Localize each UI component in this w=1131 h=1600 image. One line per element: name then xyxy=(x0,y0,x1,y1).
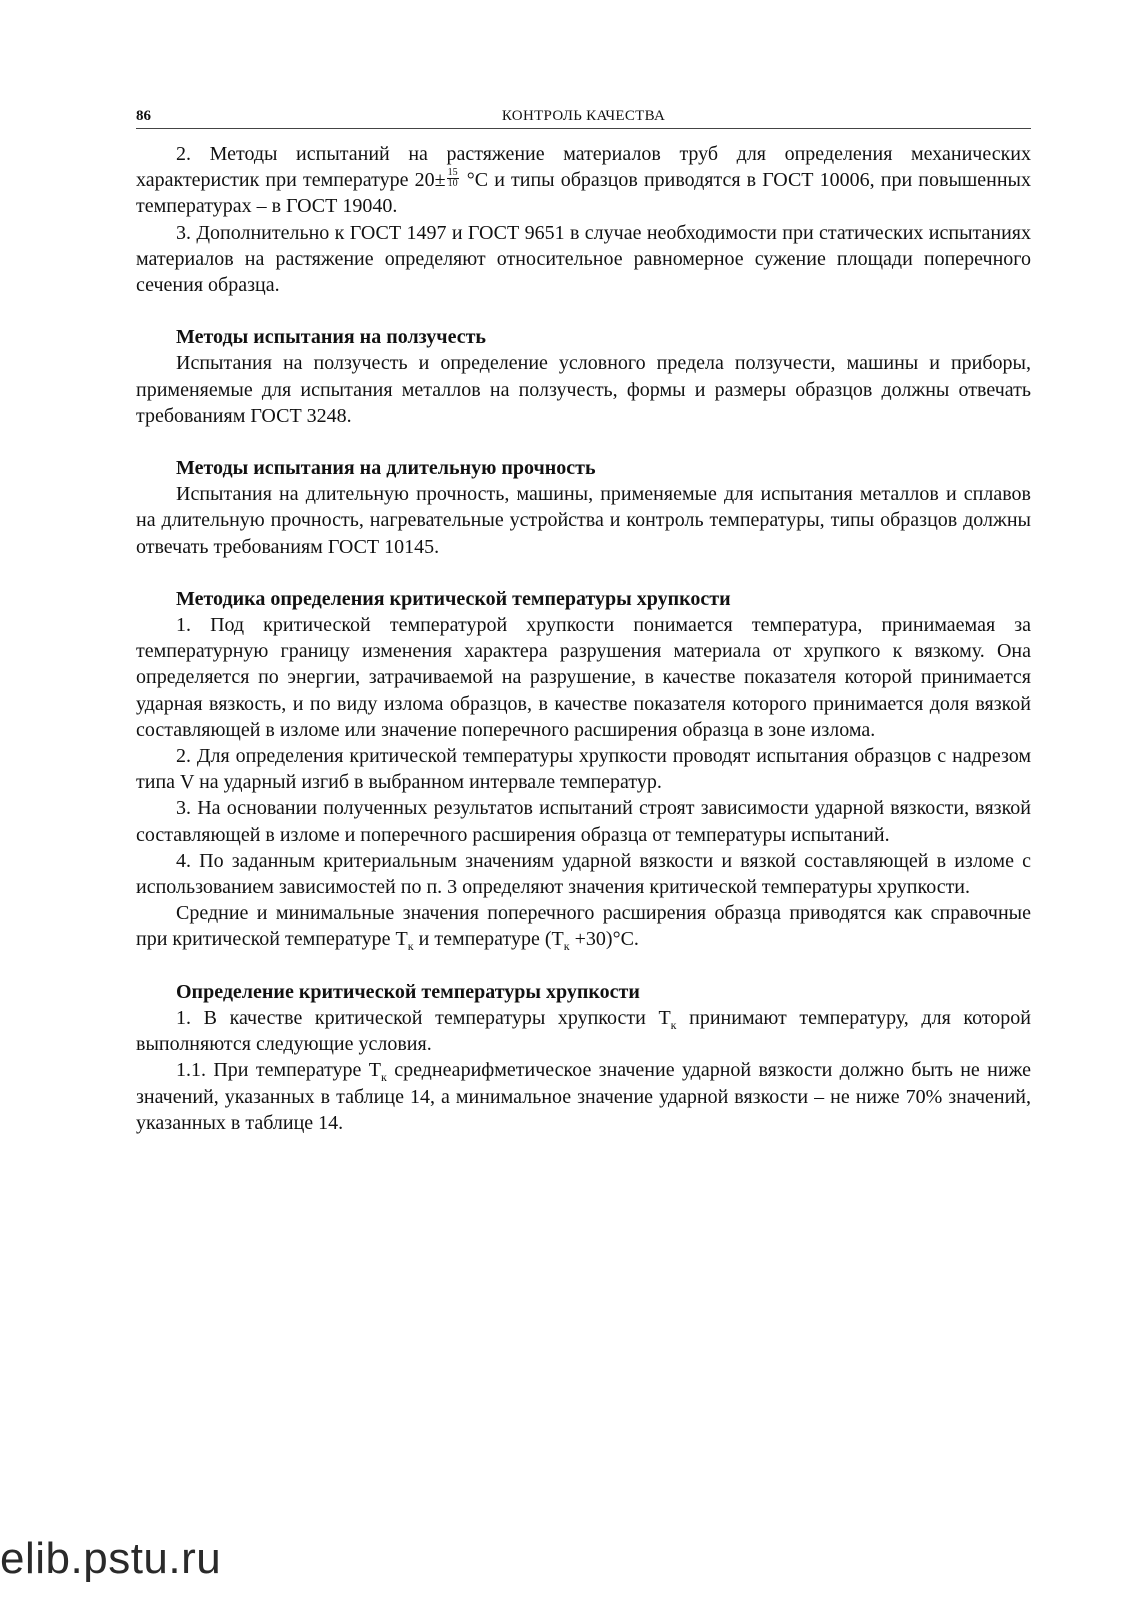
page-number: 86 xyxy=(136,108,151,124)
page-header xyxy=(136,106,1031,129)
heading-long-term-strength: Методы испытания на длительную прочность xyxy=(176,457,596,480)
paragraph-method-2: 2. Для определения критической температуры хрупкости проводят испытания образцов с надрезом типа V на ударный изгиб в выбранном интервале температур. xyxy=(136,745,1031,794)
paragraph-additional-tests: 3. Дополнительно к ГОСТ 1497 и ГОСТ 9651 в случае необходимости при статических испытаниях материалов на растяжение определяют относительное равномерное сужение площади поперечного сечения образца. xyxy=(136,221,1031,297)
page-content xyxy=(136,141,1031,1136)
paragraph-method-4: 4. По заданным критериальным значениям ударной вязкости и вязкой составляющей в изломе с использованием зависимостей по п. 3 определяют значения критической температуры хрупкости. xyxy=(136,849,1031,899)
tolerance-fraction: $\frac{15}{10}$ xyxy=(447,167,458,190)
paragraph-method-3: 3. На основании полученных результатов испытаний строят зависимости ударной вязкости, вязкой составляющей в изломе и поперечного расширения образца от температуры испытаний. xyxy=(136,797,1031,846)
document-page xyxy=(136,106,1031,1136)
paragraph-method-1: 1. Под критической температурой хрупкости понимается температура, принимаемая за температурную границу изменения характера разрушения материала от хрупкого к вязкому. Она определяется по энергии, затрачиваемой на разрушение, в качестве показателя которой принимается ударная вязкость, и по виду излома образцов, в качестве показателя которого принимается доля вязкой составляющей в изломе или значение поперечного расширения образца в зоне излома. xyxy=(136,614,1031,741)
paragraph-creep: Испытания на ползучесть и определение условного предела ползучести, машины и приборы, применяемые для испытания металлов на ползучесть, формы и размеры образцов должны отвечать требованиям ГОСТ 3248. xyxy=(136,352,1031,427)
paragraph-definition-1: 1. В качестве критической температуры хрупкости $Т_к$ принимают температуру, для которой выполняются следующие условия. xyxy=(136,1006,1032,1056)
paragraph-long-term-strength: Испытания на длительную прочность, машины, применяемые для испытания металлов и сплавов на длительную прочность, нагревательные устройства и контроль температуры, типы образцов должны отвечать требованиям ГОСТ 10145. xyxy=(136,483,1031,558)
heading-brittleness-definition: Определение критической температуры хрупкости xyxy=(176,980,640,1003)
running-title: КОНТРОЛЬ КАЧЕСТВА xyxy=(501,108,666,124)
paragraph-definition-1-1: 1.1. При температуре $Т_к$ среднеарифметическое значение ударной вязкости должно быть не ниже значений, указанных в таблице 14, а минимальное значение ударной вязкости – не ниже 70% значений, указанных в таблице 14. xyxy=(136,1059,1032,1134)
watermark-text: elib.pstu.ru xyxy=(0,1534,222,1583)
paragraph-tensile-methods: 2. Методы испытаний на растяжение материалов труб для определения механических характеристик при температуре 20± $\frac{15}{10}$ °С и типы образцов приводятся в ГОСТ 10006, при повышенных температурах – в ГОСТ 19040. xyxy=(136,143,1031,218)
heading-brittleness-method: Методика определения критической температуры хрупкости xyxy=(176,587,731,610)
paragraph-method-5: Средние и минимальные значения поперечного расширения образца приводятся как справочные при критической температуре $Т_к$ и температуре $(Т_к +30)^\circ С$. xyxy=(136,902,1031,954)
heading-creep: Методы испытания на ползучесть xyxy=(176,326,486,349)
